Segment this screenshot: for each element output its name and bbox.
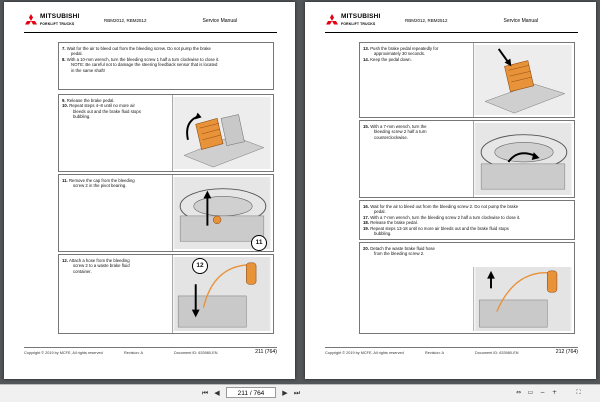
fit-page-icon[interactable]: ▭: [527, 389, 534, 396]
model-numbers: RBM2012, RBM2512: [405, 18, 448, 23]
next-page-icon[interactable]: ▶: [282, 389, 288, 397]
header-rule: [325, 32, 578, 33]
last-page-icon[interactable]: ⏭: [293, 389, 301, 397]
fullscreen-icon[interactable]: ⛶: [576, 389, 581, 396]
step-block: [58, 174, 274, 252]
page-footer: [24, 347, 277, 359]
header-rule: [24, 32, 277, 33]
first-page-icon[interactable]: ⏮: [201, 389, 209, 397]
revision: Revision: A: [425, 351, 444, 355]
wrench-turn-illustration: [473, 123, 572, 195]
page-number-input[interactable]: 211 / 764: [226, 387, 276, 398]
page-number: 211 (764): [255, 349, 277, 355]
copyright: Copyright © 2019 by MCFE, All rights reserved: [325, 351, 404, 355]
fit-width-icon[interactable]: ⇔: [515, 389, 522, 396]
mitsubishi-logo: [24, 12, 84, 32]
zoom-out-icon[interactable]: −: [539, 389, 546, 396]
step-line: pedal.: [71, 51, 83, 57]
zoom-in-icon[interactable]: +: [551, 389, 558, 396]
mitsubishi-diamonds-icon: [325, 14, 339, 28]
step-text: 11. Remove the cap from the bleeding screw 2 in the pivot bearing.: [62, 178, 135, 189]
viewer-toolbar: [0, 384, 600, 402]
step-text: 9. Release the brake pedal. 10. Repeat steps 4–8 until no more air bleeds out and the brake fluid stops bubbling.: [62, 98, 141, 120]
step-block: [58, 254, 274, 334]
step-block: [58, 94, 274, 172]
step-text: 12. Attach a hose from the bleeding screw 2 to a waste brake fluid container.: [62, 258, 130, 274]
brake-pedal-illustration: [172, 97, 271, 169]
step-text: [62, 46, 272, 73]
doc-title: Service Manual: [202, 18, 237, 24]
step-block: [58, 42, 274, 90]
step-block: [359, 242, 575, 334]
step-text: 20. Detach the waste brake fluid hose from the bleeding screw 2.: [363, 246, 435, 257]
callout-number: 11: [251, 235, 267, 251]
brand-sub: FORKLIFT TRUCKS: [341, 22, 376, 26]
doc-title: Service Manual: [503, 18, 538, 24]
document-id: Document ID: 633980-EN: [174, 351, 218, 355]
mitsubishi-diamonds-icon: [24, 14, 38, 28]
copyright: Copyright © 2019 by MCFE, All rights reserved: [24, 351, 103, 355]
brand-sub: FORKLIFT TRUCKS: [40, 22, 75, 26]
page-header: [24, 12, 277, 34]
mitsubishi-logo: [325, 12, 385, 32]
step-line: 7. Wait for the air to bleed out from the bleeding screw. Do not pump the brake: [62, 46, 211, 51]
step-text: 15. With a 7-mm wrench, turn the bleeding screw 2 half a turn counterclockwise.: [363, 124, 427, 140]
step-text: 16. Wait for the air to bleed out from the bleeding screw 2. Do not pump the brake pedal. 17. With a 7-mm wrench, turn the bleeding screw 2 half a turn clockwise to close it. 18. Release the brake pedal. 19. Repeat steps 13-18 until no more air bleeds out and the brake fluid stops bubbling.: [363, 204, 521, 237]
model-numbers: RBM2012, RBM2512: [104, 18, 147, 23]
document-id: Document ID: 633980-EN: [475, 351, 519, 355]
callout-number: 12: [192, 258, 208, 274]
brand-name: MITSUBISHI: [341, 13, 381, 20]
brand-name: MITSUBISHI: [40, 13, 80, 20]
page-number: 212 (764): [555, 349, 578, 355]
step-block: [359, 120, 575, 198]
page-header: [325, 12, 578, 34]
step-block: [359, 42, 575, 118]
prev-page-icon[interactable]: ◀: [214, 389, 220, 397]
revision: Revision: A: [124, 351, 143, 355]
step-note: NOTE: Be careful not to damage the steering feedback sensor that is located: [71, 62, 218, 68]
hose-detach-illustration: [473, 267, 572, 331]
step-line: in the same shaft!: [71, 67, 105, 73]
brake-pedal-push-illustration: [473, 45, 572, 115]
step-line: 8. With a 10-mm wrench, turn the bleeding screw 1 half a turn clockwise to close it.: [62, 56, 220, 62]
hose-attach-illustration: [172, 257, 271, 331]
page-left: [4, 2, 295, 379]
step-text: 13. Push the brake pedal repeatedly for approximately 30 seconds. 14. Keep the pedal down.: [363, 46, 439, 62]
page-footer: [325, 347, 578, 359]
step-block: [359, 200, 575, 240]
page-right: [305, 2, 596, 379]
